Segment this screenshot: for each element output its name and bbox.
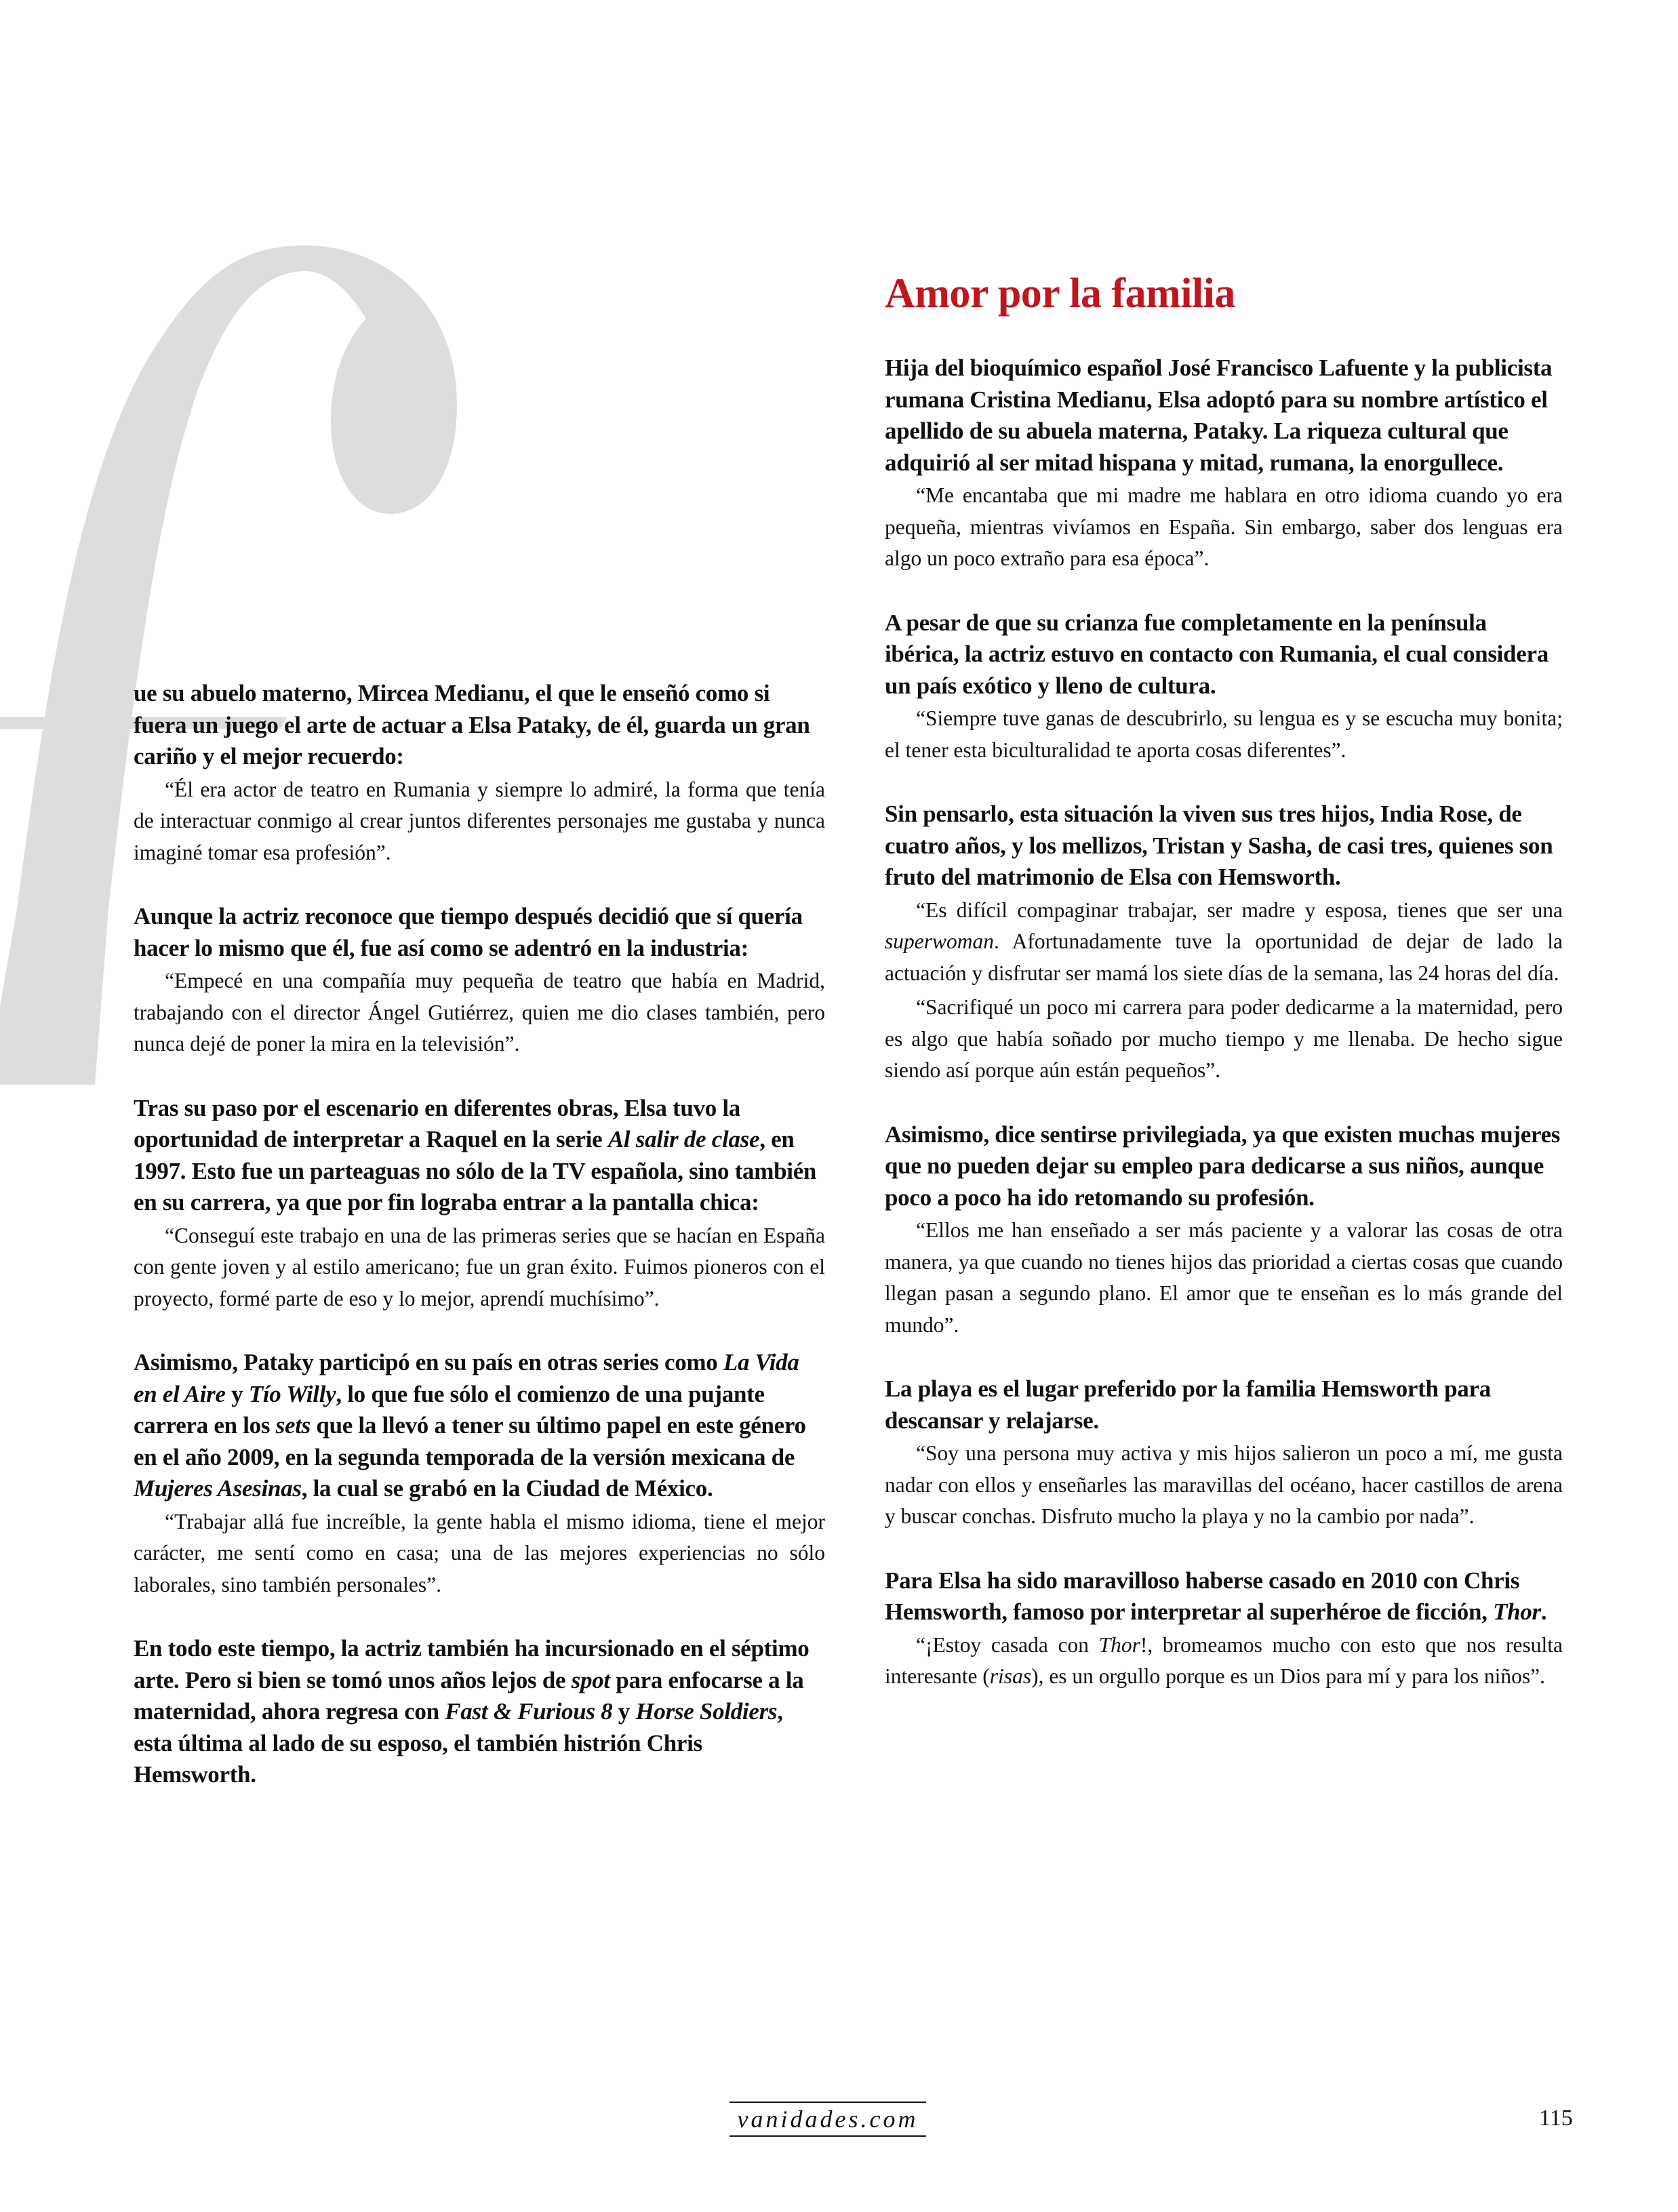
lead-paragraph: Sin pensarlo, esta situación la viven sus tres hijos, India Rose, de cuatro años, y los mellizos, Tristan y Sasha, de casi tres, quienes son fruto del matrimonio de Elsa con Hemsworth.: [885, 801, 1553, 890]
article-block: [885, 1373, 1563, 1533]
quote-paragraph: “Siempre tuve ganas de descubrirlo, su lengua es y se escucha muy bonita; el tener esta biculturalidad te aporta cosas diferentes”.: [885, 706, 1563, 762]
article-block: [134, 1347, 825, 1601]
lead-paragraph: En todo este tiempo, la actriz también ha incursionado en el séptimo arte. Pero si bien se tomó unos años lejos de spot para enfocarse a la maternidad, ahora regresa con Fast & Furious 8 y Horse Soldiers, esta última al lado de su esposo, el también histrión Chris Hemsworth.: [134, 1635, 810, 1788]
section-heading: Amor por la familia: [885, 270, 1235, 317]
quote-paragraph: “Él era actor de teatro en Rumania y siempre lo admiré, la forma que tenía de interactuar conmigo al crear juntos diferentes personajes me gustaba y nunca imaginé tomar esa profesión”.: [134, 777, 825, 864]
article-block: [885, 353, 1563, 575]
article-block: [885, 1119, 1563, 1342]
article-block: [134, 901, 825, 1060]
quote-paragraph: “Es difícil compaginar trabajar, ser madre y esposa, tienes que ser una superwoman. Afortunadamente tuve la oportunidad de dejar de lado la actuación y disfrutar ser mamá los siete días de la semana, las 24 horas del día.: [885, 898, 1563, 985]
lead-paragraph: Asimismo, Pataky participó en su país en otras series como La Vida en el Aire y Tío Willy, lo que fue sólo el comienzo de una pujante carrera en los sets que la llevó a tener su último papel en este género en el año 2009, en la segunda temporada de la versión mexicana de Mujeres Asesinas, la cual se grabó en la Ciudad de México.: [134, 1349, 806, 1502]
lead-paragraph: Asimismo, dice sentirse privilegiada, ya que existen muchas mujeres que no pueden dejar su empleo para dedicarse a sus niños, aunque poco a poco ha ido retomando su profesión.: [885, 1121, 1561, 1211]
quote-paragraph: “¡Estoy casada con Thor!, bromeamos mucho con esto que nos resulta interesante (risas), es un orgullo porque es un Dios para mí y para los niños”.: [885, 1632, 1563, 1688]
article-block: [885, 607, 1563, 767]
lead-paragraph: A pesar de que su crianza fue completamente en la península ibérica, la actriz estuvo en contacto con Rumania, el cual considera un país exótico y lleno de cultura.: [885, 609, 1549, 699]
article-block: [885, 799, 1563, 1087]
quote-paragraph: “Soy una persona muy activa y mis hijos salieron un poco a mí, me gusta nadar con ellos y enseñarles las maravillas del océano, hacer castillos de arena y buscar conchas. Disfruto mucho la playa y no la cambio por nada”.: [885, 1441, 1563, 1528]
site-logo: vanidades.com: [730, 2102, 926, 2137]
lead-paragraph: La playa es el lugar preferido por la familia Hemsworth para descansar y relajarse.: [885, 1375, 1491, 1434]
lead-paragraph: Hija del bioquímico español José Francisco Lafuente y la publicista rumana Cristina Medianu, Elsa adoptó para su nombre artístico el apellido de su abuela materna, Pataky. La riqueza cultural que adquirió al ser mitad hispana y mitad, rumana, la enorgullece.: [885, 355, 1553, 476]
series-title: Al salir de clase: [607, 1126, 760, 1152]
movie-title: Horse Soldiers: [635, 1698, 778, 1725]
article-block: [134, 678, 825, 868]
article-block: [134, 1093, 825, 1315]
quote-paragraph: “Me encantaba que mi madre me hablara en otro idioma cuando yo era pequeña, mientras vivíamos en España. Sin embargo, saber dos lenguas era algo un poco extraño para esa época”.: [885, 483, 1563, 570]
movie-title: Fast & Furious 8: [445, 1698, 613, 1725]
quote-paragraph: “Sacrifiqué un poco mi carrera para poder dedicarme a la maternidad, pero es algo que había soñado por mucho tiempo y me llenaba. De hecho sigue siendo así porque aún están pequeños”.: [885, 995, 1563, 1082]
series-title: La Vida en el Aire: [134, 1349, 799, 1407]
article-block: [134, 1633, 825, 1791]
lead-paragraph: Tras su paso por el escenario en diferentes obras, Elsa tuvo la oportunidad de interpretar a Raquel en la serie Al salir de clase, en 1997. Esto fue un parteaguas no sólo de la TV española, sino también en su carrera, ya que por fin lograba entrar a la pantalla chica:: [134, 1094, 817, 1215]
quote-paragraph: “Conseguí este trabajo en una de las primeras series que se hacían en España con gente joven y al estilo americano; fue un gran éxito. Fuimos pioneros con el proyecto, formé parte de eso y lo mejor, aprendí muchísimo”.: [134, 1223, 825, 1310]
quote-paragraph: “Ellos me han enseñado a ser más paciente y a valorar las cosas de otra manera, ya que cuando no tienes hijos das prioridad a ciertas cosas que cuando llegan pasan a segundo plano. El amor que te enseñan es lo más grande del mundo”.: [885, 1218, 1563, 1337]
left-column: [134, 678, 825, 1824]
article-block: [885, 1565, 1563, 1693]
quote-paragraph: “Empecé en una compañía muy pequeña de teatro que había en Madrid, trabajando con el director Ángel Gutiérrez, quien me dio clases también, pero nunca dejé de poner la mira en la televisión”.: [134, 969, 825, 1055]
lead-paragraph: Para Elsa ha sido maravilloso haberse casado en 2010 con Chris Hemsworth, famoso por interpretar al superhéroe de ficción, Thor.: [885, 1567, 1547, 1625]
lead-paragraph: Aunque la actriz reconoce que tiempo después decidió que sí quería hacer lo mismo que él, fue así como se adentró en la industria:: [134, 903, 803, 961]
right-column: [885, 270, 1563, 1725]
page-number: 115: [1539, 2106, 1573, 2131]
quote-paragraph: “Trabajar allá fue increíble, la gente habla el mismo idioma, tiene el mejor carácter, me sentí como en casa; una de las mejores experiencias no sólo laborales, sino también personales”.: [134, 1509, 825, 1596]
lead-paragraph: ue su abuelo materno, Mircea Medianu, el que le enseñó como si fuera un juego el arte de actuar a Elsa Pataky, de él, guarda un gran cariño y el mejor recuerdo:: [134, 680, 810, 769]
series-title: Mujeres Asesinas: [134, 1475, 302, 1502]
series-title: Tío Willy: [248, 1380, 336, 1407]
